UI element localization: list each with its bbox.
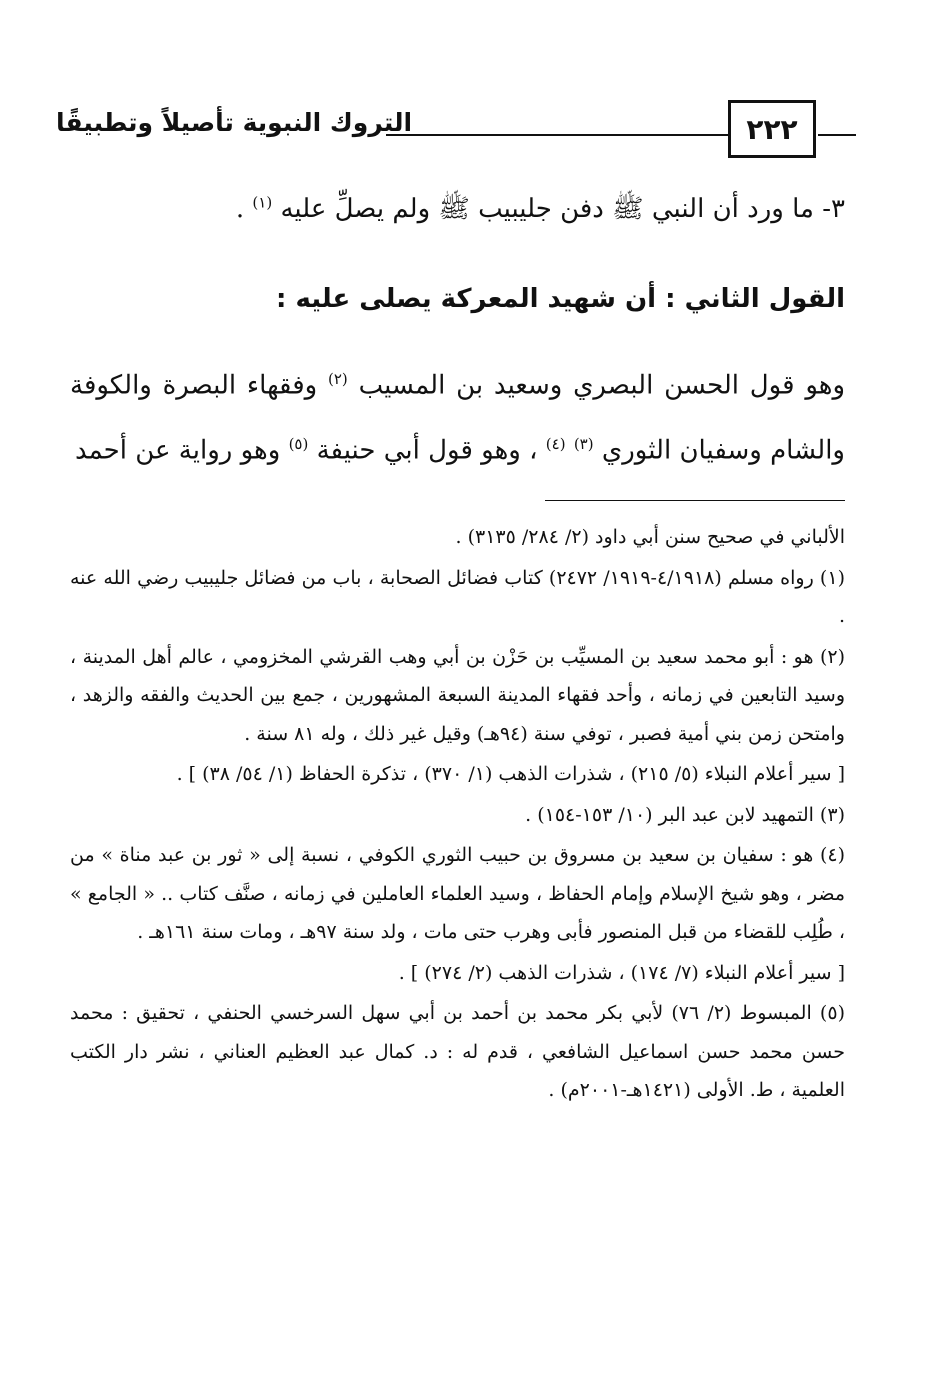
line1-end: .	[235, 194, 245, 224]
para-text-c: ، وهو قول أبي حنيفة	[316, 435, 538, 466]
footnote-separator	[545, 500, 845, 501]
footnote: (٣) التمهيد لابن عبد البر (١٠/ ١٥٣-١٥٤) .	[525, 803, 845, 826]
footnote-ref-5: (٥)	[288, 434, 309, 453]
list-item-3	[70, 192, 845, 230]
header-rule	[386, 134, 736, 136]
book-title: التروك النبوية تأصيلاً وتطبيقًا	[56, 108, 413, 137]
footnote: (٥) المبسوط (٢/ ٧٦) لأبي بكر محمد بن أحمد بن أبي سهل السرخسي الحنفي ، تحقيق : محمد حسن محمد حسن اسماعيل الشافعي ، قدم له : د. كمال عبد العظيم العناني ، نشر دار الكتب العلمية ، ط. الأولى (١٤٢١هـ-٢٠٠١م) .	[70, 1002, 845, 1101]
page-header	[56, 98, 856, 158]
para-text-b: وفقهاء البصرة والكوفة والشام وسفيان الثوري	[70, 370, 845, 466]
header-rule-end	[818, 134, 856, 136]
line1-text: ٣- ما ورد أن النبي ﷺ دفن جليبيب ﷺ ولم يصلِّ عليه	[280, 194, 845, 224]
footnote: (٢) هو : أبو محمد سعيد بن المسيِّب بن حَزْن بن أبي وهب القرشي المخزومي ، عالم أهل المدينة ، وسيد التابعين في زمانه ، وأحد فقهاء المدينة السبعة المشهورين ، جمع بين الحديث والفقه والزهد ، وامتحن زمن بني أمية فصبر ، توفي سنة (٩٤هـ) وقيل غير ذلك ، وله ٨١ سنة .	[70, 645, 845, 745]
footnotes	[70, 518, 845, 1112]
footnote: (٤) هو : سفيان بن سعيد بن مسروق بن حبيب الثوري الكوفي ، نسبة إلى « ثور بن عبد مناة » من مضر ، وهو شيخ الإسلام وإمام الحفاظ ، وسيد العلماء العاملين في زمانه ، صنَّف كتاب .. « الجامع » ، طُلِب للقضاء من قبل المنصور فأبى وهرب حتى مات ، ولد سنة ٩٧هـ ، ومات سنة ١٦١هـ .	[70, 844, 845, 943]
footnote: [ سير أعلام النبلاء (٧/ ١٧٤) ، شذرات الذهب (٢/ ٢٧٤) ] .	[398, 961, 845, 984]
para-text-a: وهو قول الحسن البصري وسعيد بن المسيب	[358, 370, 846, 401]
footnote-ref-2: (٢)	[328, 370, 348, 388]
subheading: القول الثاني : أن شهيد المعركة يصلى عليه :	[276, 284, 845, 314]
para-text-d: وهو رواية عن أحمد	[75, 435, 281, 466]
footnote-ref-4: (٤)	[545, 434, 566, 453]
page-number: ٢٢٢	[728, 100, 816, 158]
body-paragraph	[70, 350, 845, 479]
footnote: [ سير أعلام النبلاء (٥/ ٢١٥) ، شذرات الذهب (١/ ٣٧٠) ، تذكرة الحفاظ (١/ ٥٤/ ٣٨) ] .	[176, 763, 845, 785]
footnote: (١) رواه مسلم (٤/١٩١٨-١٩١٩/ ٢٤٧٢) كتاب فضائل الصحابة ، باب من فضائل جليبيب رضي الله عنه .	[70, 566, 845, 627]
footnote: الألباني في صحيح سنن أبي داود (٢/ ٢٨٤/ ٣١٣٥) .	[455, 526, 845, 548]
footnote-ref-3: (٣)	[573, 434, 594, 453]
footnote-ref-1: (١)	[252, 193, 273, 212]
